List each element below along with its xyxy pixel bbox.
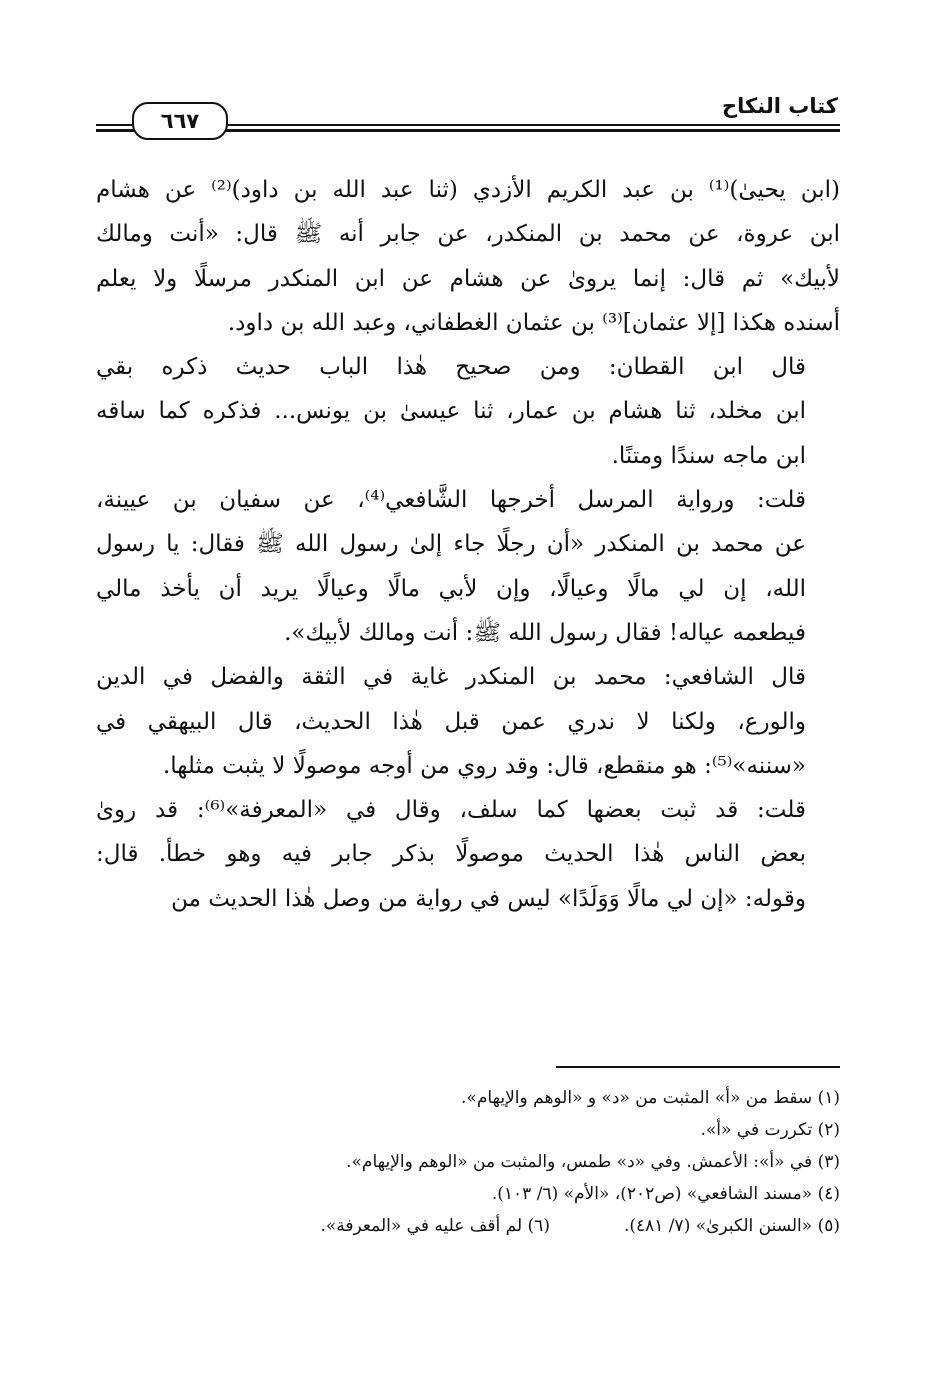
paragraph — [96, 788, 840, 921]
footnote-2: (٢) تكررت في «أ». — [700, 1120, 840, 1140]
text-line: «سننه»⁽⁵⁾: هو منقطع، قال: وقد روي من أوجه موصولًا لا يثبت مثلها. — [162, 752, 806, 779]
footnote-5: (٥) «السنن الكبرىٰ» (٧/ ٤٨١). — [623, 1216, 840, 1236]
text-line: أسنده هكذا [إلا عثمان]⁽³⁾ بن عثمان الغطفاني، وعبد الله بن داود. — [227, 309, 840, 336]
book-title: كتاب النكاح — [722, 94, 838, 118]
footnote-6: (٦) لم أقف عليه في «المعرفة». — [320, 1216, 550, 1236]
text-line: بعض الناس هٰذا الحديث موصولًا بذكر جابر فيه وهو خطأ. قال: — [96, 841, 806, 868]
text-line: قال الشافعي: محمد بن المنكدر غاية في الثقة والفضل في الدين — [96, 664, 806, 691]
text-line: قلت: ورواية المرسل أخرجها الشَّافعي⁽⁴⁾، عن سفيان بن عيينة، — [96, 487, 806, 514]
text-line: عن محمد بن المنكدر «أن رجلًا جاء إلىٰ رسول الله ﷺ فقال: يا رسول — [96, 531, 806, 558]
footnote-row-5-6 — [96, 1210, 840, 1242]
footnote-3: (٣) في «أ»: الأعمش. وفي «د» طمس، والمثبت من «الوهم والإيهام». — [346, 1152, 840, 1172]
paragraph — [96, 478, 840, 655]
paragraph — [96, 168, 840, 345]
text-line: ابن مخلد، ثنا هشام بن عمار، ثنا عيسىٰ بن يونس... فذكره كما ساقه — [96, 398, 806, 425]
text-line: فيطعمه عياله! فقال رسول الله ﷺ: أنت ومالك لأبيك». — [284, 619, 806, 646]
text-line: قلت: قد ثبت بعضها كما سلف، وقال في «المعرفة»⁽⁶⁾: قد رویٰ — [96, 797, 806, 824]
footnotes — [96, 1082, 840, 1242]
main-text — [96, 168, 840, 921]
footnote-1: (١) سقط من «أ» المثبت من «د» و «الوهم والإيهام». — [461, 1088, 840, 1108]
paragraph — [96, 655, 840, 788]
page-number: ٦٦٧ — [132, 102, 228, 140]
text-line: والورع، ولكنا لا ندري عمن قبل هٰذا الحديث، قال البيهقي في — [96, 708, 806, 735]
text-line: لأبيك» ثم قال: إنما يرویٰ عن هشام عن ابن المنكدر مرسلًا ولا يعلم — [96, 265, 840, 292]
footnote-4: (٤) «مسند الشافعي» (ص٢٠٢)، «الأم» (٦/ ١٠٣). — [491, 1184, 840, 1204]
text-line: الله، إن لي مالًا وعيالًا، وإن لأبي مالًا وعيالًا يريد أن يأخذ مالي — [96, 575, 806, 602]
paragraph — [96, 345, 840, 478]
text-line: وقوله: «إن لي مالًا وَوَلَدًا» ليس في رواية من وصل هٰذا الحديث من — [171, 885, 806, 912]
text-line: ابن عروة، عن محمد بن المنكدر، عن جابر أنه ﷺ قال: «أنت ومالك — [96, 221, 840, 248]
text-line: (ابن يحيىٰ)⁽¹⁾ بن عبد الكريم الأزدي (ثنا عبد الله بن داود)⁽²⁾ عن هشام — [96, 177, 840, 203]
page-header — [96, 88, 840, 148]
text-line: قال ابن القطان: ومن صحيح هٰذا الباب حديث ذكره بقي — [96, 354, 806, 381]
footnote-separator — [556, 1066, 840, 1068]
text-line: ابن ماجه سندًا ومتنًا. — [611, 442, 806, 469]
